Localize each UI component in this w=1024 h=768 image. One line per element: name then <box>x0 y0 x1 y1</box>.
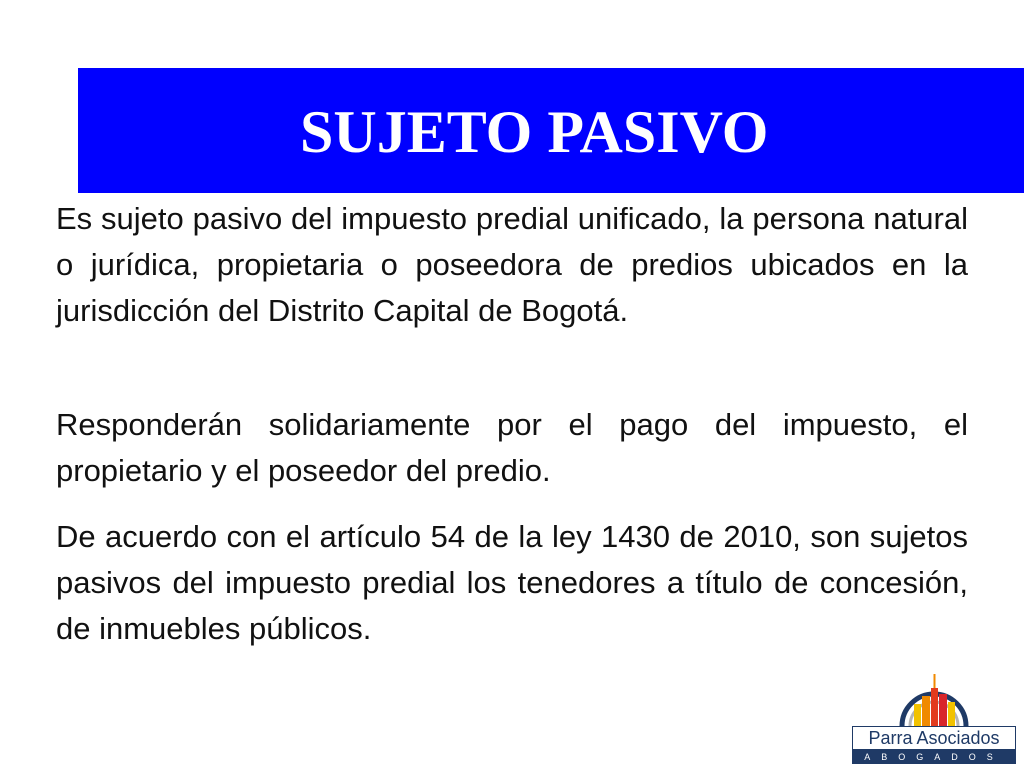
paragraph-definition: Es sujeto pasivo del impuesto predial unificado, la persona natural o jurídica, propietaria o poseedora de predios ubicados en la jurisdicción del Distrito Capital de Bogotá. <box>56 201 968 328</box>
logo-buildings-icon <box>852 668 1016 728</box>
paragraph-solidarity: Responderán solidariamente por el pago del impuesto, el propietario y el poseedor del predio. <box>56 407 968 488</box>
logo-name: Parra Asociados <box>852 726 1016 750</box>
logo-subtitle: ABOGADOS <box>852 750 1016 764</box>
slide-title: SUJETO PASIVO <box>300 99 769 165</box>
paragraph-law-1430: De acuerdo con el artículo 54 de la ley 1430 de 2010, son sujetos pasivos del impuesto predial los tenedores a título de concesión, de inmuebles públicos. <box>56 519 968 646</box>
company-logo <box>852 668 1016 768</box>
